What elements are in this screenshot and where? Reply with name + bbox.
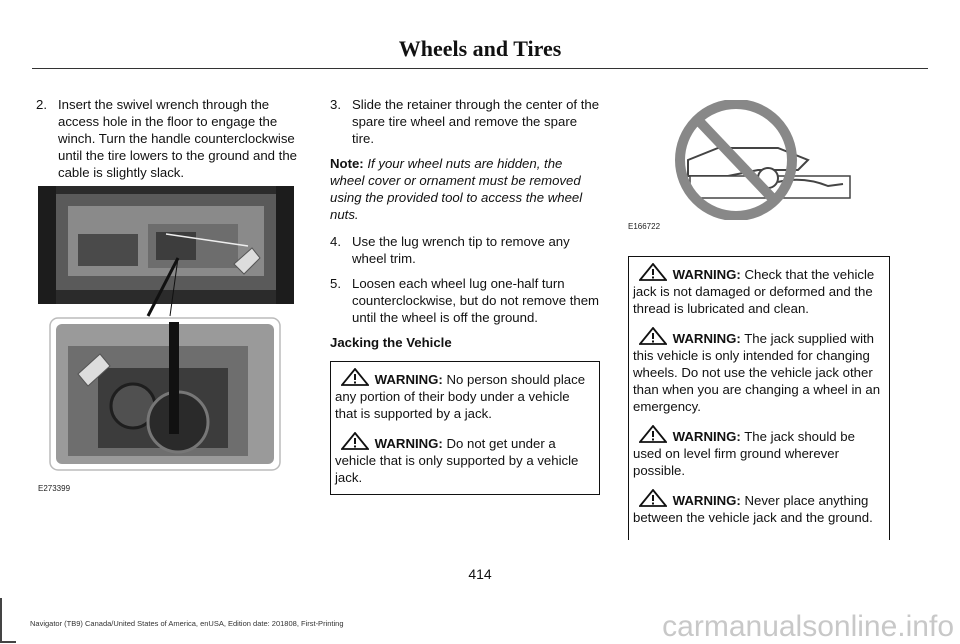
warning xyxy=(633,489,885,526)
step-2 xyxy=(36,96,298,181)
warning-label: WARNING: xyxy=(374,372,443,387)
page-title: Wheels and Tires xyxy=(398,36,562,61)
figure-id: E166722 xyxy=(628,222,661,231)
step-number: 4. xyxy=(330,234,341,249)
warning-triangle-icon xyxy=(639,489,667,507)
warning xyxy=(633,263,885,317)
step-text: Loosen each wheel lug one-half turn counterclockwise, but do not remove them until the wheel is off the ground. xyxy=(352,276,600,325)
warning-label: WARNING: xyxy=(672,493,741,508)
page-number: 414 xyxy=(468,566,492,582)
warning-text: The jack supplied with this vehicle is only intended for changing wheels. Do not use the vehicle jack other than when you are changing a wheel in an emergency. xyxy=(633,331,881,414)
warning-text: No person should place any portion of their body under a vehicle that is supported by a jack. xyxy=(335,372,586,421)
warning-label: WARNING: xyxy=(374,436,443,451)
step-text: Slide the retainer through the center of the spare tire wheel and remove the spare tire. xyxy=(352,97,600,146)
cargo-winch-illustration xyxy=(38,186,294,490)
column-right xyxy=(628,252,890,540)
step-number: 2. xyxy=(36,97,47,112)
step-number: 5. xyxy=(330,276,341,291)
note-text: If your wheel nuts are hidden, the wheel cover or ornament must be removed using the provided tool to access the wheel nuts. xyxy=(330,156,583,222)
warning xyxy=(633,327,885,415)
step-number: 3. xyxy=(330,97,341,112)
figure-id: E273399 xyxy=(38,484,71,493)
swivel-wrench-figure xyxy=(38,186,294,493)
footer-edition: Navigator (TB9) Canada/United States of America, enUSA, Edition date: 201808, First-Printing xyxy=(30,619,344,628)
warning-triangle-icon xyxy=(639,263,667,281)
warning-triangle-icon xyxy=(341,432,369,450)
warning-box xyxy=(330,361,600,495)
warning-triangle-icon xyxy=(639,425,667,443)
warning-box xyxy=(628,256,890,540)
watermark: carmanualsonline.info xyxy=(662,610,954,643)
step-text: Insert the swivel wrench through the access hole in the floor to engage the winch. Turn the handle counterclockwise until the tire lowers to the ground and the cable is slightly slack. xyxy=(58,97,297,180)
crop-mark xyxy=(0,598,2,643)
warning-text: The jack should be used on level firm ground wherever possible. xyxy=(633,429,855,478)
warning-triangle-icon xyxy=(341,368,369,386)
no-person-under-vehicle-figure xyxy=(628,100,890,232)
step-5 xyxy=(330,275,600,326)
note xyxy=(330,155,600,223)
prohibition-illustration xyxy=(628,100,890,220)
warning-text: Never place anything between the vehicle jack and the ground. xyxy=(633,493,873,525)
warning xyxy=(335,432,595,486)
warning-triangle-icon xyxy=(639,327,667,345)
step-3 xyxy=(330,96,600,147)
step-4 xyxy=(330,233,600,267)
column-middle xyxy=(330,96,600,495)
warning-label: WARNING: xyxy=(672,267,741,282)
column-left xyxy=(36,96,298,189)
warning-text: Check that the vehicle jack is not damaged or deformed and the thread is lubricated and clean. xyxy=(633,267,875,316)
warning-text: Do not get under a vehicle that is only supported by a vehicle jack. xyxy=(335,436,579,485)
warning xyxy=(633,425,885,479)
note-label: Note: xyxy=(330,156,364,171)
step-text: Use the lug wrench tip to remove any wheel trim. xyxy=(352,234,570,266)
title-rule xyxy=(32,68,928,69)
warning-label: WARNING: xyxy=(672,331,741,346)
warning-label: WARNING: xyxy=(672,429,741,444)
section-heading: Jacking the Vehicle xyxy=(330,335,452,350)
warning xyxy=(335,368,595,422)
